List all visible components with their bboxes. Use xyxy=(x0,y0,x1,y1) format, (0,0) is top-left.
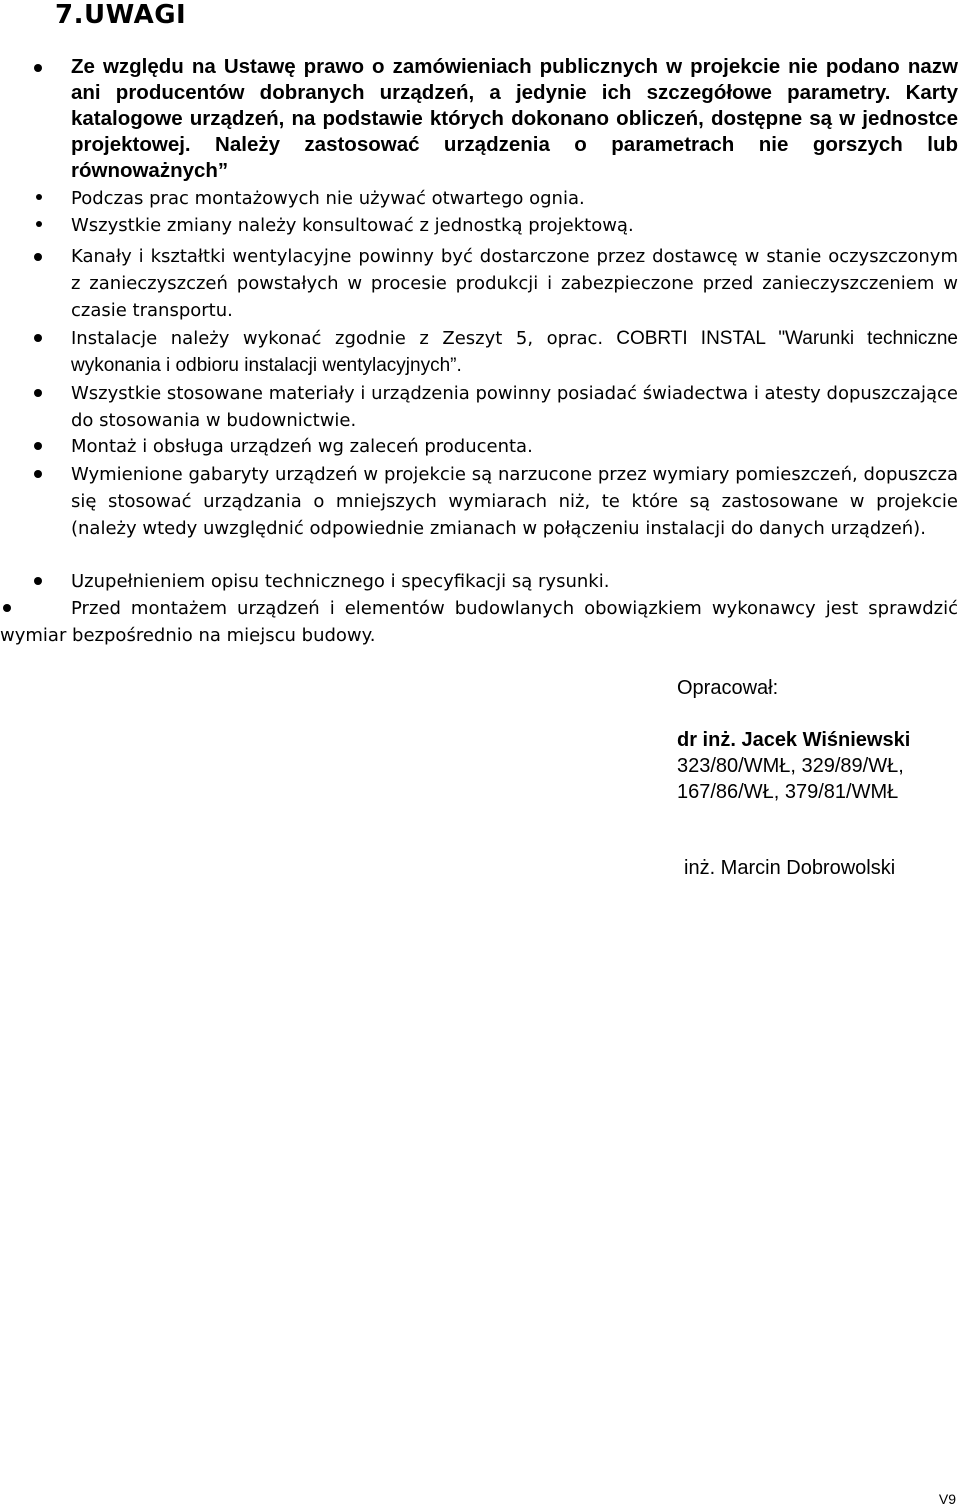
author-1-permits-2: 167/86/WŁ, 379/81/WMŁ xyxy=(677,781,899,803)
section-heading: 7.UWAGI xyxy=(55,0,187,30)
note-6: Wszystkie stosowane materiały i urządzenia powinny posiadać świadectwa i atesty dopuszczające do stosowania w budownictwie. xyxy=(71,383,958,431)
bullet-icon xyxy=(34,470,42,478)
page-number: V9 xyxy=(938,1491,956,1507)
note-2: Podczas prac montażowych nie używać otwartego ognia. xyxy=(71,188,585,209)
bullet-icon xyxy=(34,253,42,261)
note-5-suffix: COBRTI INSTAL "Warunki techniczne wykonania i odbioru instalacji wentylacyjnych”. xyxy=(71,328,958,376)
note-9: Uzupełnieniem opisu technicznego i specyfikacji są rysunki. xyxy=(71,571,610,592)
bullet-icon xyxy=(36,221,42,227)
author-1-name xyxy=(677,727,910,754)
bullet-icon xyxy=(34,334,42,342)
bullet-icon xyxy=(34,442,42,450)
bullet-icon xyxy=(36,194,42,200)
note-4: Kanały i kształtki wentylacyjne powinny być dostarczone przez dostawcę w stanie oczyszczonym z zanieczyszczeń powstałych w procesie produkcji i zabezpieczone przed zanieczyszczeniem w czasie transportu. xyxy=(71,246,958,321)
prepared-by-label: Opracował: xyxy=(677,677,779,699)
note-5-prefix: Instalacje należy wykonać zgodnie z Zeszyt 5, oprac. xyxy=(71,328,604,349)
author-2-name: inż. Marcin Dobrowolski xyxy=(684,857,896,879)
note-8: Wymienione gabaryty urządzeń w projekcie są narzucone przez wymiary pomieszczeń, dopuszcza się stosować urządzania o mniejszych wymiarach niż, te które są zastosowane w projekcie (należy wtedy uwzględnić odpowiednie zmianach w połączeniu instalacji do danych urządzeń). xyxy=(71,464,958,539)
bullet-icon xyxy=(34,577,42,585)
note-5 xyxy=(71,325,958,379)
bullet-icon xyxy=(34,64,42,72)
note-10: Przed montażem urządzeń i elementów budowlanych obowiązkiem wykonawcy jest sprawdzić wymiar bezpośrednio na miejscu budowy. xyxy=(0,598,958,646)
author-1-permits-1: 323/80/WMŁ, 329/89/WŁ, xyxy=(677,755,904,777)
note-3: Wszystkie zmiany należy konsultować z jednostką projektową. xyxy=(71,215,634,236)
author-1-name-text: dr inż. Jacek Wiśniewski xyxy=(677,729,911,751)
note-1: Ze względu na Ustawę prawo o zamówieniach publicznych w projekcie nie podano nazw ani producentów dobranych urządzeń, a jedynie ich szczegółowe parametry. Karty katalogowe urządzeń, na podstawie których dokonano obliczeń, dostępne są w jednostce projektowej. Należy zastosować urządzenia o parametrach nie gorszych lub równoważnych” xyxy=(71,55,958,182)
bullet-icon xyxy=(34,389,42,397)
note-7: Montaż i obsługa urządzeń wg zaleceń producenta. xyxy=(71,436,533,457)
